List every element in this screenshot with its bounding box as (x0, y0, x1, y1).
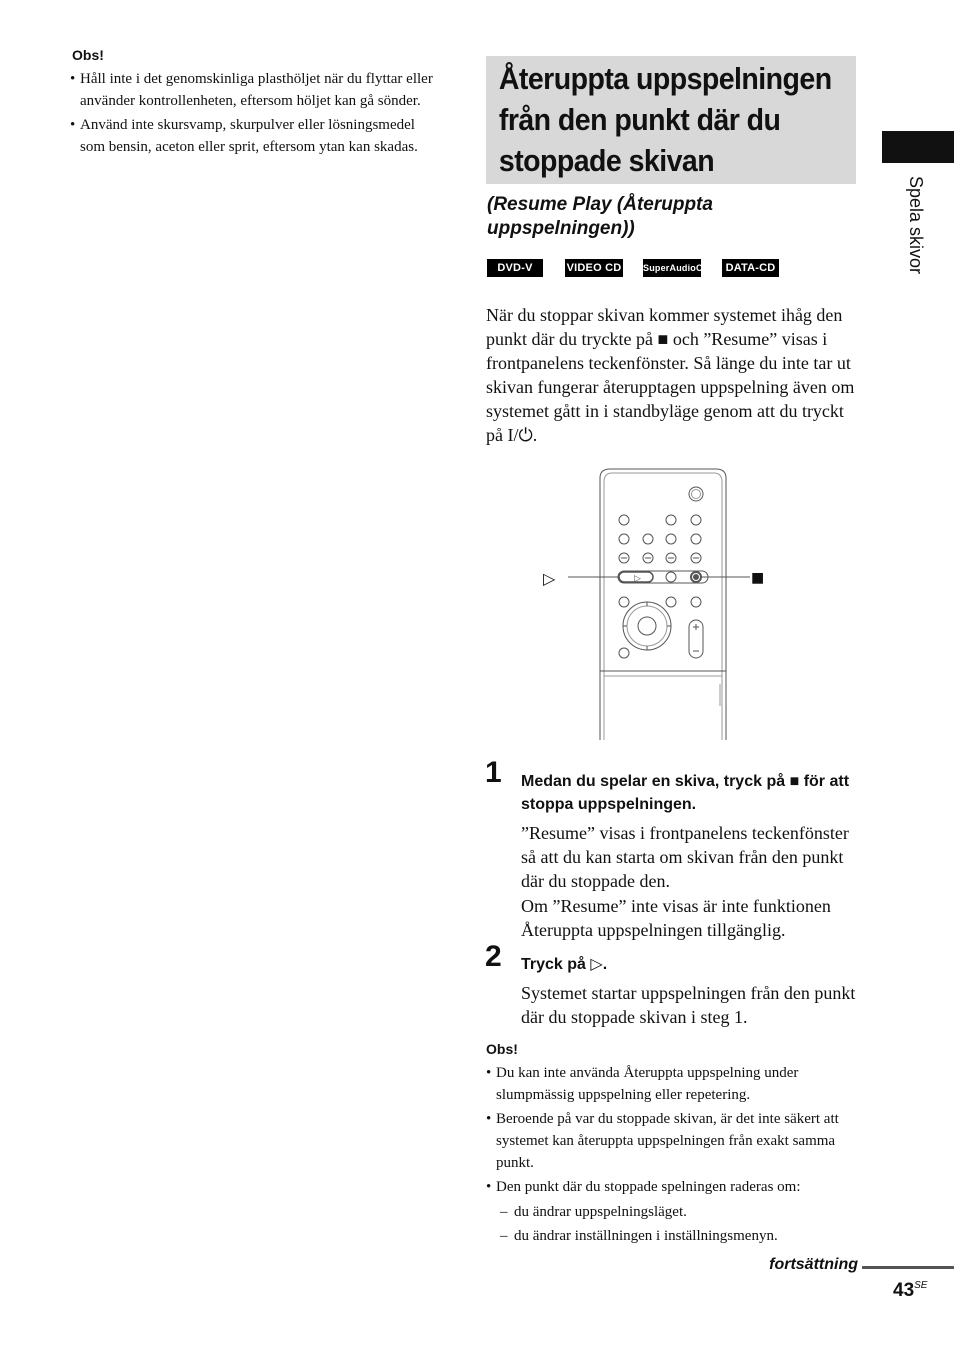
intro-text: När du stoppar skivan kommer systemet ihåg den punkt där du tryckte på (486, 305, 843, 349)
bottom-note-item: • Du kan inte använda Återuppta uppspelning under slumpmässig uppspelning eller repetering. (486, 1062, 858, 1106)
step-heading-text: Tryck på (521, 956, 586, 973)
step-2-heading (521, 953, 856, 976)
power-symbol: I/⏻ (507, 425, 533, 445)
left-note-list (70, 68, 442, 160)
badge-data-cd: DATA-CD (722, 259, 779, 277)
page-suffix: SE (914, 1280, 928, 1291)
step-1-paragraph: ”Resume” visas i frontpanelens teckenfönster så att du kan starta om skivan från den punkt där du stoppade den. (521, 823, 849, 891)
intro-text: och ”Resume” visas i frontpanelens teckenfönster. Så länge du inte tar ut skivan fungerar återupptagen uppspelning även om systemet gått in i standbyläge genom att du tryckt på (486, 329, 855, 445)
step-1-number: 1 (485, 756, 502, 789)
svg-text:▷: ▷ (634, 574, 641, 584)
bottom-note-subitem: – du ändrar inställningen i inställningsmenyn. (500, 1224, 858, 1248)
step-2-paragraph: Systemet startar uppspelningen från den punkt där du stoppade skivan i steg 1. (521, 983, 856, 1027)
section-subtitle: (Resume Play (Återuppta uppspelningen)) (487, 194, 713, 239)
bottom-note-list (486, 1062, 858, 1198)
step-heading-text: Medan du spelar en skiva, tryck på (521, 773, 786, 790)
step-2-number: 2 (485, 940, 502, 973)
sidebar-tab (882, 131, 954, 163)
play-symbol: ▷ (590, 956, 603, 973)
left-note-heading: Obs! (72, 47, 104, 63)
bottom-note-item: • Den punkt där du stoppade spelningen raderas om: (486, 1176, 858, 1198)
intro-paragraph (486, 303, 858, 447)
bottom-note-sublist (486, 1200, 858, 1248)
step-heading-text: . (602, 956, 608, 973)
step-heading-text: för att stoppa uppspelningen. (521, 773, 850, 813)
section-title: Återuppta uppspelningen från den punkt där du stoppade skivan (498, 61, 832, 178)
badge-dvd-v: DVD-V (487, 259, 543, 277)
bottom-note-heading: Obs! (486, 1041, 518, 1057)
remote-illustration (540, 466, 770, 746)
step-1-heading (521, 770, 856, 816)
stop-symbol: ■ (789, 773, 800, 790)
stop-callout-label: ■ (751, 570, 765, 586)
badge-video-cd: VIDEO CD (565, 259, 623, 277)
section-title-box (486, 56, 856, 184)
page-number (893, 1280, 927, 1302)
bottom-note-subitem: – du ändrar uppspelningsläget. (500, 1200, 858, 1224)
page-number-value: 43 (893, 1280, 915, 1301)
badge-super-audio-cd: SuperAudioCD (643, 259, 701, 277)
step-1-paragraph: Om ”Resume” inte visas är inte funktionen Återuppta uppspelningen tillgänglig. (521, 896, 831, 940)
stop-symbol: ■ (657, 329, 669, 349)
play-callout-label: ▷ (543, 569, 556, 588)
intro-end: . (532, 425, 538, 445)
continued-rule (862, 1266, 954, 1269)
bottom-note (486, 1062, 858, 1248)
left-note-item: • Håll inte i det genomskinliga plasthöljet när du flyttar eller använder kontrollenheten, eftersom höljet kan gå sönder. (70, 68, 442, 112)
continued-label: fortsättning (769, 1256, 858, 1273)
bottom-note-item: • Beroende på var du stoppade skivan, är det inte säkert att systemet kan återuppta uppspelningen från exakt samma punkt. (486, 1108, 858, 1174)
sidebar-section-label: Spela skivor (906, 176, 926, 275)
left-note-item: • Använd inte skursvamp, skurpulver eller lösningsmedel som bensin, aceton eller sprit, eftersom ytan kan skadas. (70, 114, 442, 158)
